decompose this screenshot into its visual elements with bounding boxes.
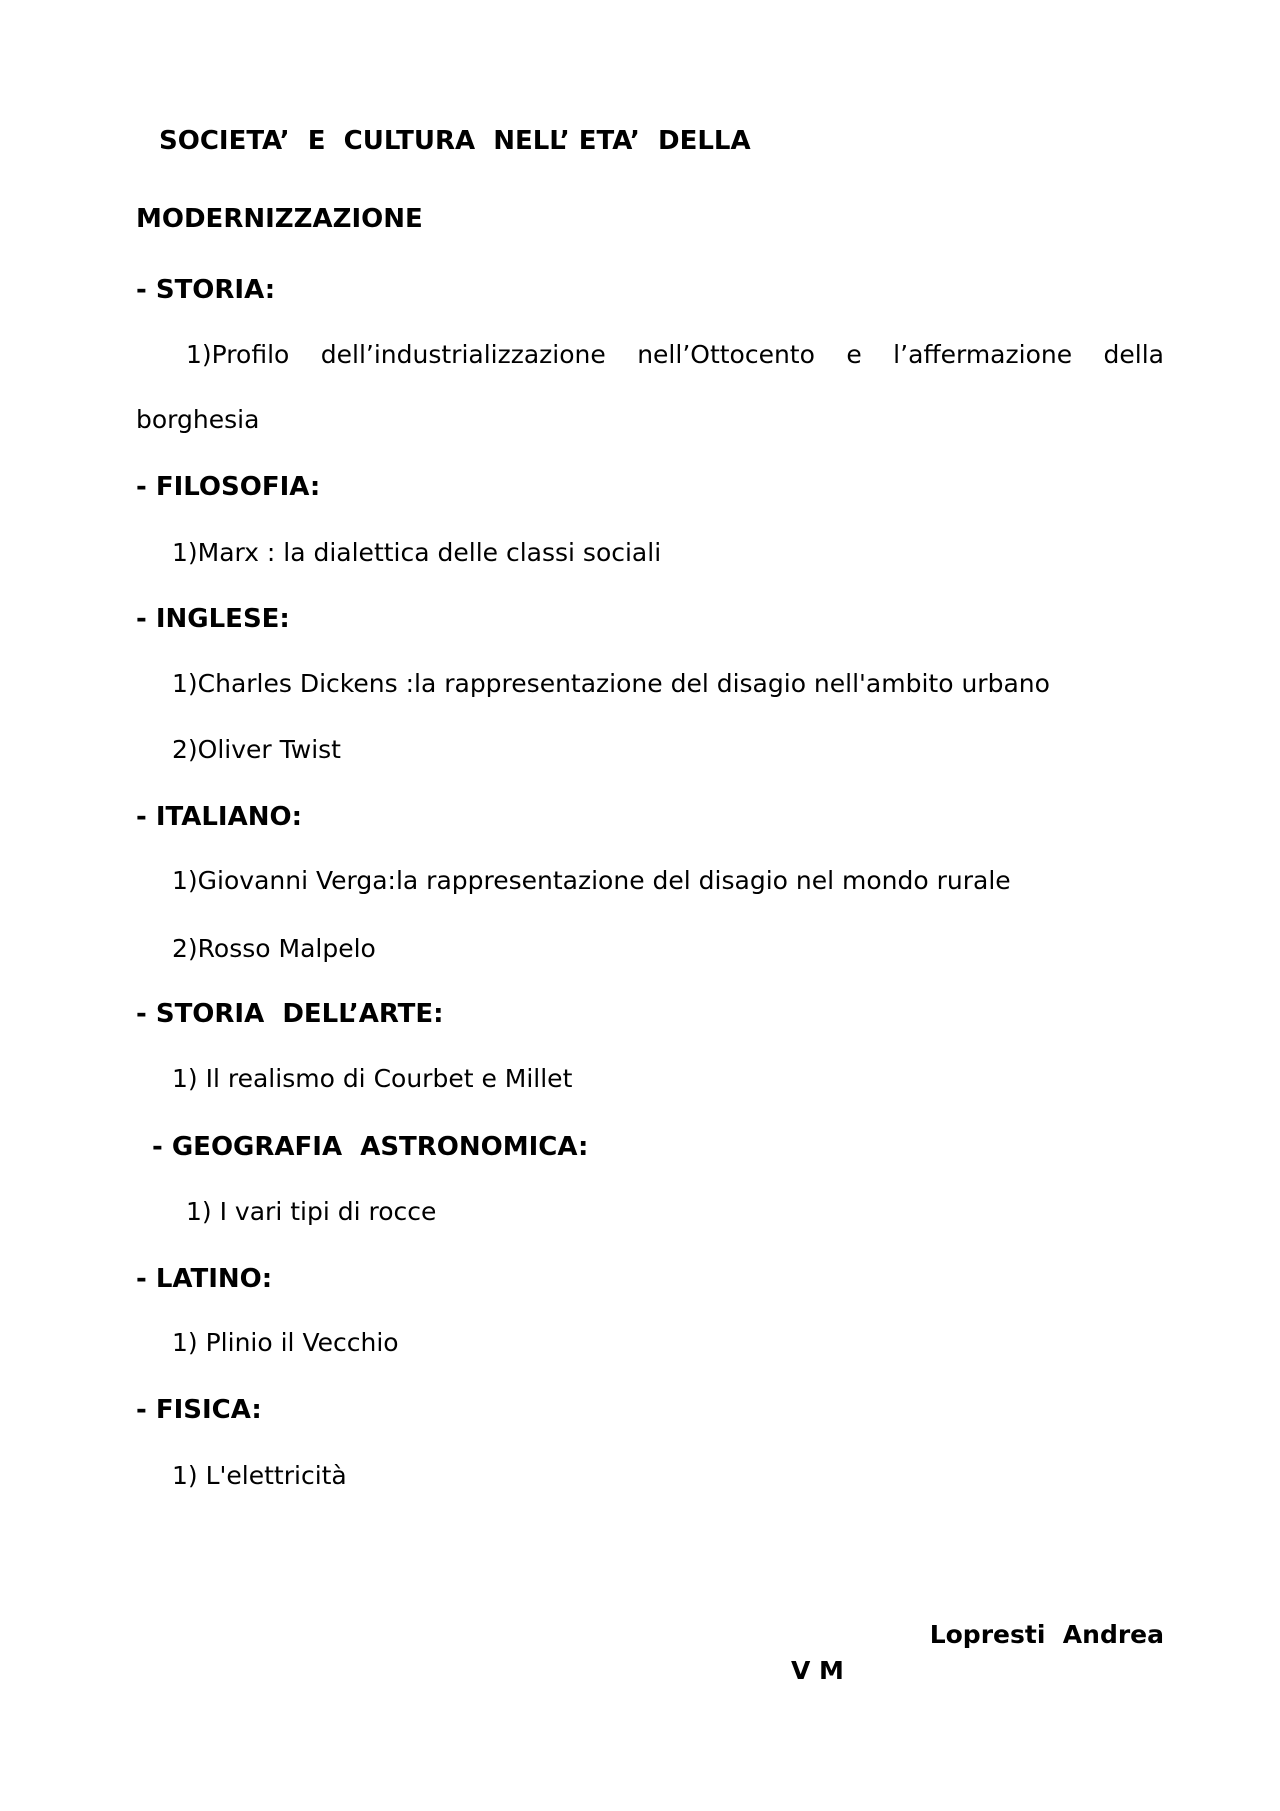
list-item: 1)Marx : la dialettica delle classi sociali xyxy=(172,538,662,567)
section-heading-fisica: - FISICA: xyxy=(136,1395,262,1425)
list-item: 1) L'elettricità xyxy=(172,1461,347,1490)
class-label: V M xyxy=(791,1656,844,1685)
section-heading-latino: - LATINO: xyxy=(136,1264,273,1294)
section-heading-storia: - STORIA: xyxy=(136,275,276,305)
title-line-1: SOCIETA’ E CULTURA NELL’ ETA’ DELLA xyxy=(159,126,751,156)
list-item: 1) Plinio il Vecchio xyxy=(172,1328,399,1357)
section-heading-geografia: - GEOGRAFIA ASTRONOMICA: xyxy=(152,1132,589,1162)
title-line-2: MODERNIZZAZIONE xyxy=(136,204,423,234)
section-heading-italiano: - ITALIANO: xyxy=(136,802,302,832)
author-name: Lopresti Andrea xyxy=(929,1620,1164,1649)
list-item-continuation: borghesia xyxy=(136,405,260,434)
list-item: 2)Rosso Malpelo xyxy=(172,934,376,963)
section-heading-storia-arte: - STORIA DELL’ARTE: xyxy=(136,999,444,1029)
list-item: 1)Giovanni Verga:la rappresentazione del disagio nel mondo rurale xyxy=(172,866,1011,895)
section-heading-inglese: - INGLESE: xyxy=(136,604,290,634)
list-item: 1)Charles Dickens :la rappresentazione del disagio nell'ambito urbano xyxy=(172,669,1050,698)
list-item: 1)Profilo dell’industrializzazione nell’Ottocento e l’affermazione della xyxy=(186,340,1164,369)
list-item: 1) I vari tipi di rocce xyxy=(186,1197,437,1226)
section-heading-filosofia: - FILOSOFIA: xyxy=(136,472,321,502)
list-item: 2)Oliver Twist xyxy=(172,735,341,764)
list-item: 1) Il realismo di Courbet e Millet xyxy=(172,1064,573,1093)
